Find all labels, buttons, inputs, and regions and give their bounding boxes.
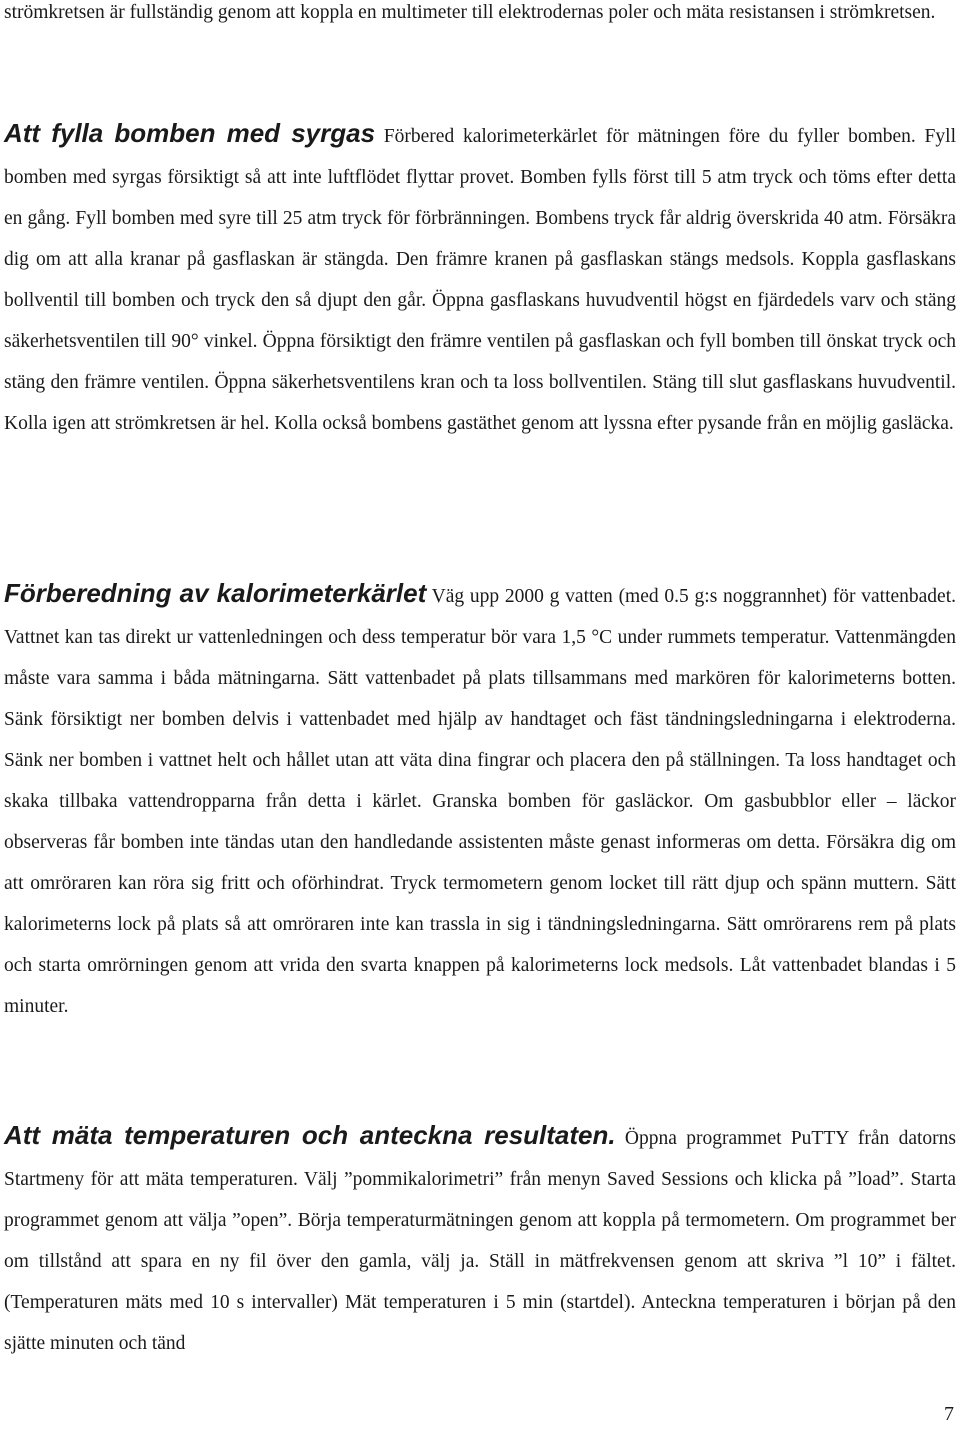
section-measure-temperature [4, 1115, 956, 1364]
section-body: Förbered kalorimeterkärlet för mätningen före du fyller bomben. Fyll bomben med syrgas försiktigt så att inte luftflödet flyttar provet. Bomben fylls först till 5 atm tryck och töms efter detta en gång. Fyll bomben med syre till 25 atm tryck för förbränningen. Bombens tryck får aldrig överskrida 40 atm. Försäkra dig om att alla kranar på gasflaskan är stängda. Den främre kranen på gasflaskan stängs medsols. Koppla gasflaskans bollventil till bomben och tryck den så djupt den går. Öppna gasflaskans huvudventil högst en fjärdedels varv och stäng säkerhetsventilen till 90° vinkel. Öppna försiktigt den främre ventilen på gasflaskan och fyll bomben till önskat tryck och stäng den främre ventilen. Öppna säkerhetsventilens kran och ta loss bollventilen. Stäng till slut gasflaskans huvudventil. Kolla igen att strömkretsen är hel. Kolla också bombens gastäthet genom att lyssna efter pysande från en möjlig gasläcka. [4, 126, 956, 434]
intro-paragraph [4, 0, 956, 33]
section-body: Öppna programmet PuTTY från datorns Startmeny för att mäta temperaturen. Välj ”pommikalorimetri” från menyn Saved Sessions och klicka på ”load”. Starta programmet genom att välja ”open”. Börja temperaturmätningen genom att koppla på termometern. Om programmet ber om tillstånd att spara en ny fil över den gamla, välj ja. Ställ in mätfrekvensen genom att skriva ”l 10” i fältet. (Temperaturen mäts med 10 s intervaller) Mät temperaturen i 5 min (startdel). Anteckna temperaturen i början på den sjätte minuten och tänd [4, 1128, 956, 1354]
section-fill-oxygen [4, 113, 956, 444]
section-heading: Att fylla bomben med syrgas [4, 118, 376, 148]
section-heading: Att mäta temperaturen och anteckna resultaten. [4, 1120, 616, 1150]
section-body: Väg upp 2000 g vatten (med 0.5 g:s noggrannhet) för vattenbadet. Vattnet kan tas direkt ur vattenledningen och dess temperatur bör vara 1,5 °C under rummets temperatur. Vattenmängden måste vara samma i båda mätningarna. Sätt vattenbadet på plats tillsammans med markören för kalorimeterns botten. Sänk försiktigt ner bomben delvis i vattenbadet med hjälp av handtaget och fäst tändningsledningarna i elektroderna. Sänk ner bomben i vattnet helt och hållet utan att väta dina fingrar och placera den på ställningen. Ta loss handtaget och skaka tillbaka vattendropparna från detta i kärlet. Granska bomben för gasläckor. Om gasbubblor eller – läckor observeras får bomben inte tändas utan den handledande assistenten måste genast informeras om detta. Försäkra dig om att omröraren kan röra sig fritt och oförhindrat. Tryck termometern genom locket till rätt djup och spänn muttern. Sätt kalorimeterns lock på plats så att omröraren inte kan trassla in sig i tändningsledningarna. Sätt omrörarens rem på plats och starta omrörningen genom att vrida den svarta knappen på kalorimeterns lock medsols. Låt vattenbadet blandas i 5 minuter. [4, 586, 956, 1017]
intro-text: strömkretsen är fullständig genom att koppla en multimeter till elektrodernas poler och mäta resistansen i strömkretsen. [4, 2, 936, 23]
page-number: 7 [944, 1403, 954, 1425]
section-heading: Förberedning av kalorimeterkärlet [4, 578, 427, 608]
section-prepare-calorimeter [4, 573, 956, 1027]
